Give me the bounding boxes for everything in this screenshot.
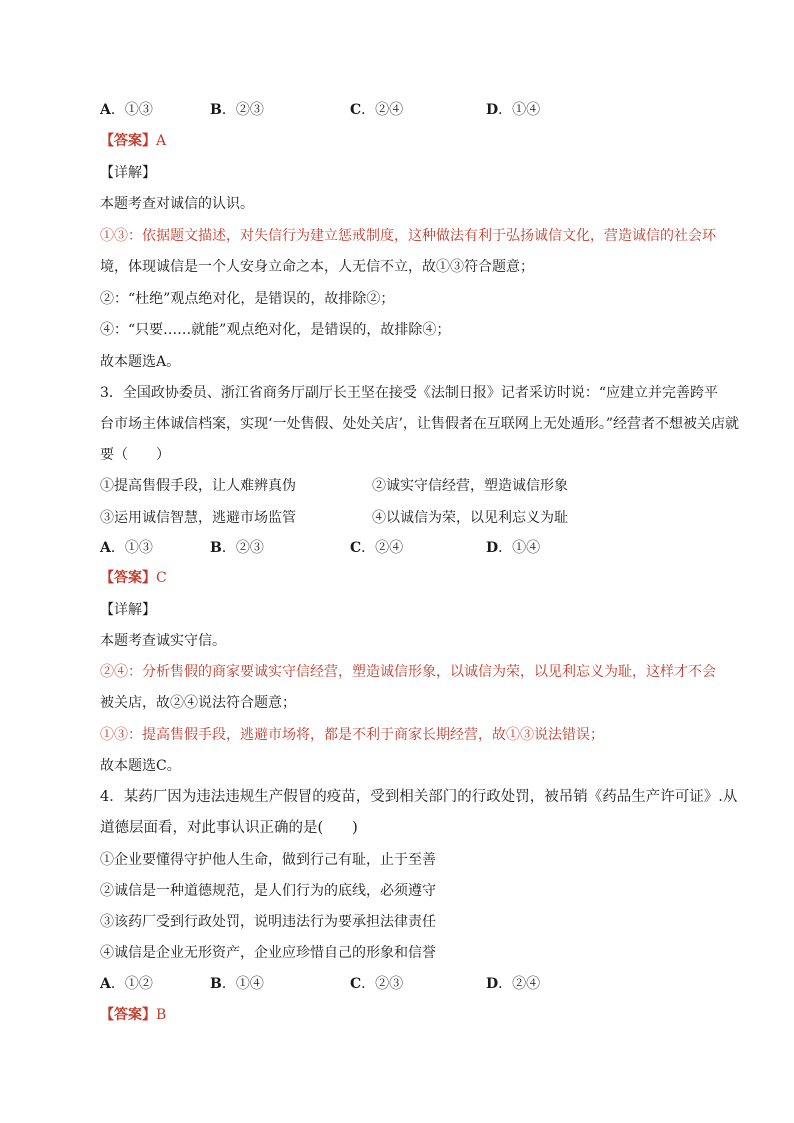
option-b: B．②③	[210, 540, 264, 556]
conclusion-line: 故本题选C。	[100, 758, 181, 774]
statement-item: ③运用诚信智慧，逃避市场监管	[100, 510, 296, 526]
option-c: C．②④	[350, 102, 404, 118]
option-a: A．①③	[100, 540, 153, 556]
analysis-line: 被关店，故②④说法符合题意；	[100, 695, 296, 711]
option-b: B．①④	[210, 976, 264, 992]
answer-line	[100, 131, 740, 151]
option-a: A．①②	[100, 976, 153, 992]
answer-line	[100, 568, 740, 588]
analysis-line: ②：“杜绝”观点绝对化，是错误的，故排除②；	[100, 291, 395, 307]
answer-label: 【答案】	[100, 1007, 156, 1023]
answer-value: A	[156, 133, 167, 149]
detail-label: 【详解】	[100, 602, 156, 618]
topic-line: 本题考查诚实守信。	[100, 633, 226, 649]
question-stem: 道德层面看，对此事认识正确的是( )	[100, 820, 358, 836]
answer-value: C	[156, 570, 167, 586]
statement-item: ④以诚信为荣，以见利忘义为耻	[372, 510, 568, 526]
option-a: A．①③	[100, 102, 153, 118]
statement-item: ③该药厂受到行政处罚，说明违法行为要承担法律责任	[100, 914, 436, 930]
detail-label: 【详解】	[100, 165, 156, 181]
statement-item: ②诚信是一种道德规范，是人们行为的底线，必须遵守	[100, 883, 436, 899]
analysis-line: ①③：依据题文描述，对失信行为建立惩戒制度，这种做法有利于弘扬诚信文化，营造诚信的社会环	[100, 228, 716, 244]
question-stem: 4．某药厂因为违法违规生产假冒的疫苗，受到相关部门的行政处罚，被吊销《药品生产许可证》.从	[100, 789, 738, 805]
option-c: C．②③	[350, 976, 404, 992]
answer-label: 【答案】	[100, 133, 156, 149]
conclusion-line: 故本题选A。	[100, 354, 181, 370]
answer-value: B	[156, 1007, 167, 1023]
analysis-line: ①③：提高售假手段，逃避市场将，都是不利于商家长期经营，故①③说法错误；	[100, 727, 604, 743]
topic-line: 本题考查对诚信的认识。	[100, 196, 254, 212]
option-b: B．②③	[210, 102, 264, 118]
statement-item: ①提高售假手段，让人难辨真伪	[100, 478, 296, 494]
option-d: D．①④	[486, 540, 541, 556]
statement-item: ①企业要懂得守护他人生命，做到行己有耻，止于至善	[100, 852, 436, 868]
statement-item: ②诚实守信经营，塑造诚信形象	[372, 478, 568, 494]
analysis-line: 境，体现诚信是一个人安身立命之本，人无信不立，故①③符合题意；	[100, 259, 534, 275]
question-stem: 3．全国政协委员、浙江省商务厅副厅长王坚在接受《法制日报》记者采访时说：“应建立并完善跨平	[100, 385, 719, 401]
question-stem: 台市场主体诚信档案，实现‘一处售假、处处关店’，让售假者在互联网上无处遁形。”经营者不想被关店就	[100, 416, 740, 432]
analysis-line: ②④：分析售假的商家要诚实守信经营，塑造诚信形象，以诚信为荣，以见利忘义为耻，这样才不会	[100, 664, 716, 680]
option-c: C．②④	[350, 540, 404, 556]
option-d: D．②④	[486, 976, 541, 992]
option-d: D．①④	[486, 102, 541, 118]
answer-line	[100, 1005, 740, 1025]
analysis-line: ④：“只要……就能”观点绝对化，是错误的，故排除④；	[100, 322, 451, 338]
question-stem: 要（ ）	[100, 447, 170, 463]
answer-label: 【答案】	[100, 570, 156, 586]
statement-item: ④诚信是企业无形资产，企业应珍惜自己的形象和信誉	[100, 945, 436, 961]
